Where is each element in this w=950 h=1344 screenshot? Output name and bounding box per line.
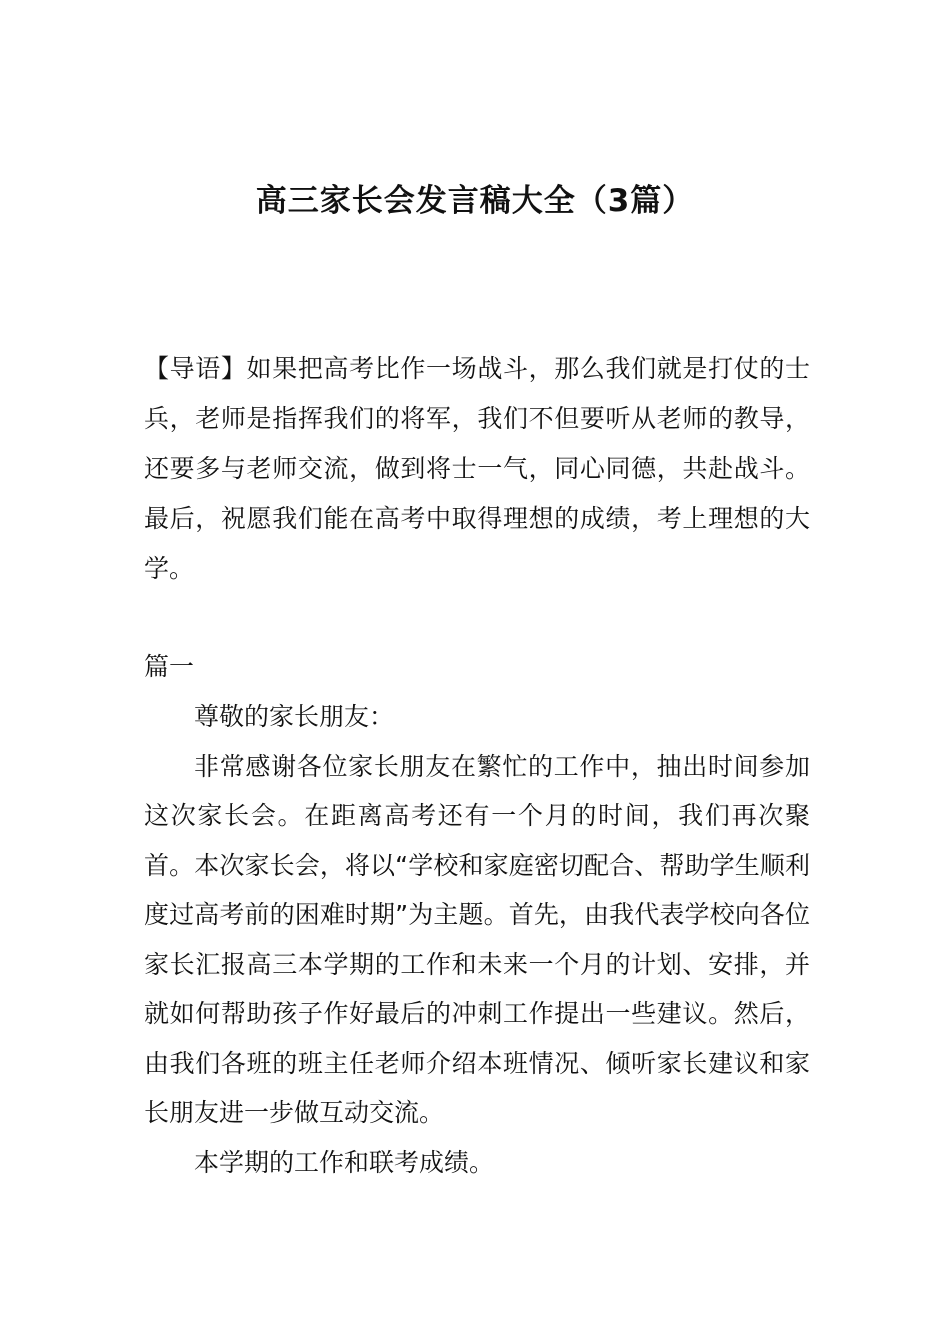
intro-paragraph: 【导语】如果把高考比作一场战斗，那么我们就是打仗的士兵，老师是指挥我们的将军，我们不但要听从老师的教导，还要多与老师交流，做到将士一气，同心同德，共赴战斗。最后，祝愿我们能在高考中取得理想的成绩，考上理想的大学。	[144, 354, 810, 583]
body-paragraph: 非常感谢各位家长朋友在繁忙的工作中，抽出时间参加这次家长会。在距离高考还有一个月的时间，我们再次聚首。本次家长会，将以“学校和家庭密切配合、帮助学生顺利度过高考前的困难时期”为主题。首先，由我代表学校向各位家长汇报高三本学期的工作和未来一个月的计划、安排，并就如何帮助孩子作好最后的冲刺工作提出一些建议。然后，由我们各班的班主任老师介绍本班情况、倾听家长建议和家长朋友进一步做互动交流。	[144, 751, 810, 1127]
salutation: 尊敬的家长朋友：	[194, 702, 395, 731]
section-label: 篇一	[144, 652, 195, 681]
document-title: 高三家长会发言稿大全（3篇）	[255, 182, 695, 219]
body-paragraph: 本学期的工作和联考成绩。	[194, 1147, 495, 1177]
body-text	[144, 692, 810, 1187]
